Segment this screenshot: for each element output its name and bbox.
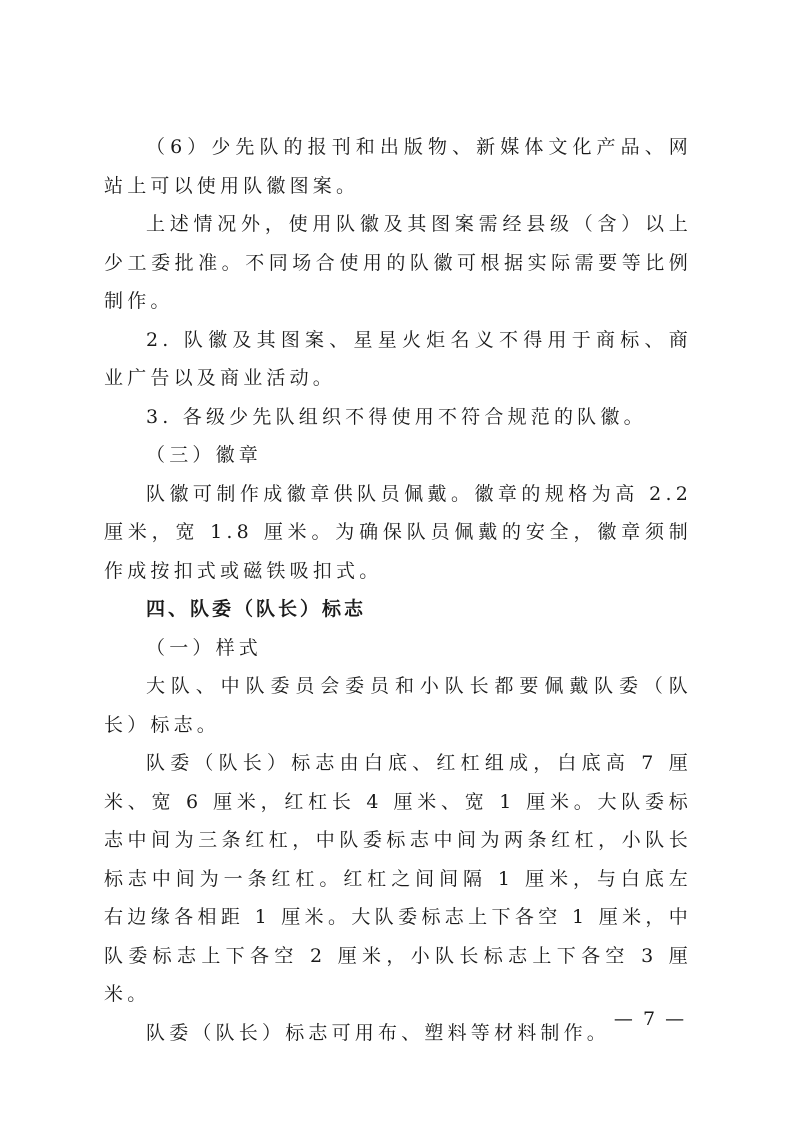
subheading-badge-pin: （三）徽章 [146,444,263,466]
paragraph-insignia-materials: 队委（队长）标志可用布、塑料等材料制作。 [146,1021,611,1044]
subheading-style: （一）样式 [146,636,263,659]
paragraph-non-standard-badge: 3. 各级少先队组织不得使用不符合规范的队徽。 [146,405,647,428]
paragraph-badge-pin-spec: 队徽可制作成徽章供队员佩戴。徽章的规格为高 2.2 厘米，宽 1.8 厘米。为确保队员佩戴的安全，徽章须制作成按扣式或磁铁吸扣式。 [104,482,692,582]
page-number: — 7 — [613,1008,687,1030]
paragraph-insignia-spec: 队委（队长）标志由白底、红杠组成，白底高 7 厘米、宽 6 厘米，红杠长 4 厘米、宽 1 厘米。大队委标志中间为三条红杠，中队委标志中间为两条红杠，小队长标志中间为一条红杠。红杠之间间隔 1 厘米，与白底左右边缘各相距 1 厘米。大队委标志上下各空 1 厘米，中队委标志上下各空 2 厘米，小队长标志上下各空 3 厘米。 [104,752,692,1005]
paragraph-commercial-restriction: 2. 队徽及其图案、星星火炬名义不得用于商标、商业广告以及商业活动。 [104,328,692,389]
paragraph-badge-usage-publications: （6）少先队的报刊和出版物、新媒体文化产品、网站上可以使用队徽图案。 [104,136,692,197]
paragraph-approval-requirement: 上述情况外，使用队徽及其图案需经县级（含）以上少工委批准。不同场合使用的队徽可根据实际需要等比例制作。 [104,213,692,312]
document-body [104,128,692,1052]
section-heading-committee-insignia: 四、队委（队长）标志 [146,598,367,620]
paragraph-who-wears-insignia: 大队、中队委员会委员和小队长都要佩戴队委（队长）标志。 [104,675,692,736]
